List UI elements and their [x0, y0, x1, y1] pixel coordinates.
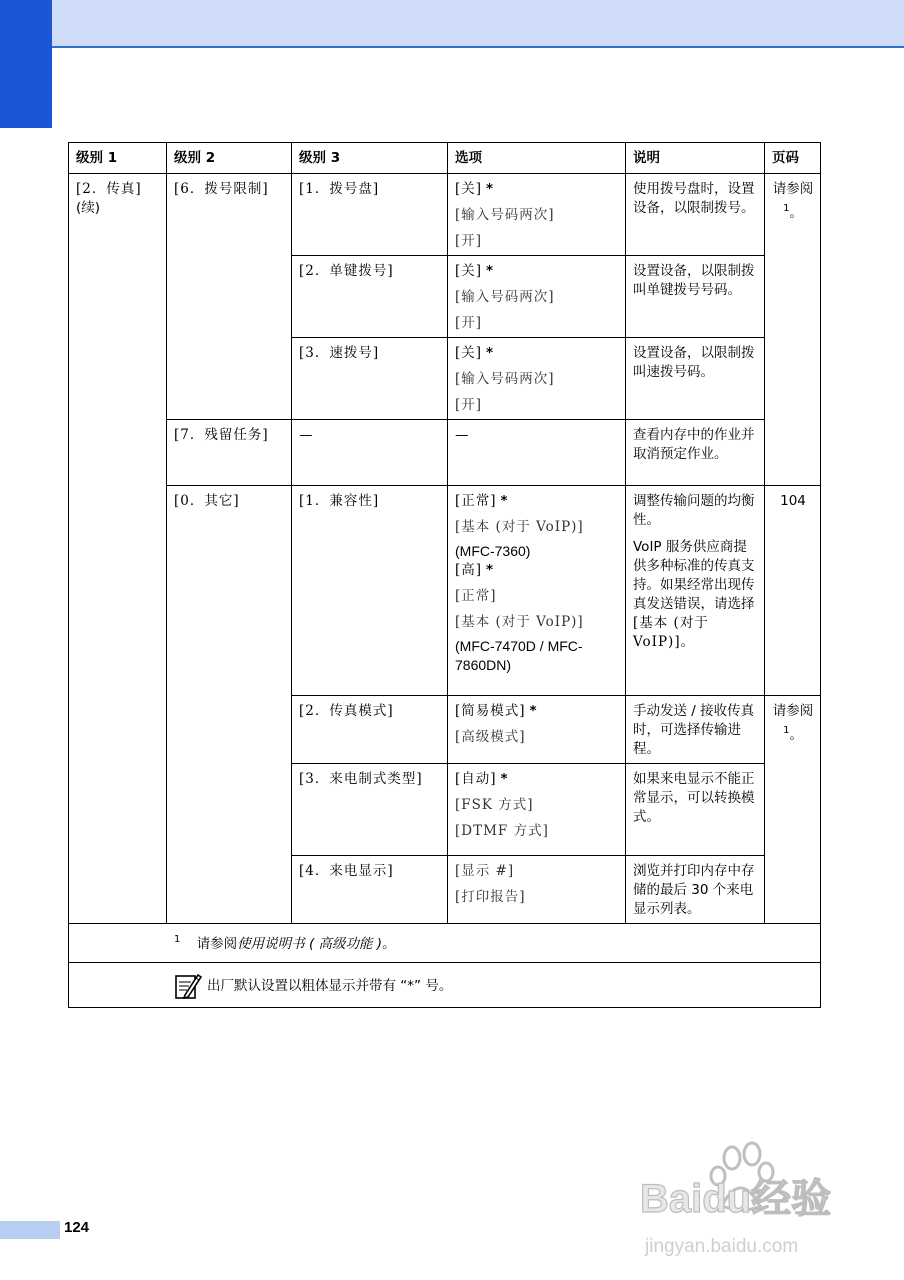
table-row — [69, 174, 821, 256]
option: [DTMF 方式] — [455, 823, 549, 839]
level1-continued: (续) — [76, 200, 101, 216]
option-default: [简易模式] * — [455, 703, 537, 719]
header-description: 说明 — [626, 143, 765, 174]
baidu-watermark — [640, 1140, 850, 1270]
option: [输入号码两次] — [455, 371, 555, 387]
footnote-book-title: 使用说明书 ( 高级功能 ) — [237, 936, 383, 952]
model-note: (MFC-7360) — [455, 543, 531, 559]
level3-none: — — [292, 420, 448, 486]
footnote-ref: 1 — [783, 725, 790, 736]
chapter-tab — [0, 0, 52, 128]
level3-onetouch — [292, 256, 448, 338]
option: [打印报告] — [455, 889, 526, 905]
description-cell: 如果来电显示不能正常显示，可以转换模式。 — [626, 764, 765, 856]
menu-table — [68, 142, 821, 1008]
level3-compat — [292, 486, 448, 696]
header-level3: 级别 3 — [292, 143, 448, 174]
options-cell — [448, 338, 626, 420]
description-cell: 浏览并打印内存中存储的最后 30 个来电显示列表。 — [626, 856, 765, 924]
options-cell — [448, 174, 626, 256]
level3-speeddial — [292, 338, 448, 420]
option: [输入号码两次] — [455, 289, 555, 305]
page-ref-text: 请参阅 — [772, 703, 814, 719]
level3-label: [4．来电显示] — [299, 863, 394, 879]
option-default: [关] * — [455, 181, 494, 197]
table-row — [69, 420, 821, 486]
description-text: 调整传输问题的均衡性。 — [633, 493, 755, 528]
table-header-row — [69, 143, 821, 174]
level3-label: [2．单键拨号] — [299, 263, 394, 279]
option: [开] — [455, 397, 483, 413]
table-row — [69, 486, 821, 696]
level2-misc — [167, 486, 292, 924]
level3-dialpad — [292, 174, 448, 256]
level2-dial-restriction — [167, 174, 292, 420]
option: [开] — [455, 233, 483, 249]
description-cell: 手动发送 / 接收传真时，可选择传输进程。 — [626, 696, 765, 764]
level3-caller-id-type — [292, 764, 448, 856]
description-cell: 设置设备，以限制拨叫速拨号码。 — [626, 338, 765, 420]
options-cell — [448, 764, 626, 856]
option: [基本 (对于 VoIP)] — [455, 519, 584, 535]
options-cell — [448, 696, 626, 764]
option: [输入号码两次] — [455, 207, 555, 223]
header-page: 页码 — [765, 143, 821, 174]
option-default: [关] * — [455, 345, 494, 361]
level2-remaining-jobs — [167, 420, 292, 486]
header-band — [0, 0, 904, 48]
level3-label: [1．兼容性] — [299, 493, 380, 509]
page-ref-cell: 请参阅$^1$。 — [765, 174, 821, 486]
note-text: 出厂默认设置以粗体显示并带有 “*” 号。 — [207, 977, 453, 994]
footnote: $^1$ 请参阅使用说明书 ( 高级功能 )。 — [69, 924, 821, 963]
description-cell: 使用拨号盘时，设置设备，以限制拨号。 — [626, 174, 765, 256]
page-ref-cell: 请参阅$^1$。 — [765, 696, 821, 924]
footnote-ref: 1 — [783, 203, 790, 214]
page-number-bar — [0, 1221, 60, 1239]
level3-caller-id — [292, 856, 448, 924]
options-cell — [448, 856, 626, 924]
note-cell — [69, 963, 821, 1008]
level3-fax-mode — [292, 696, 448, 764]
watermark-brand: Baidu经验 — [640, 1177, 832, 1221]
level3-label: [1．拨号盘] — [299, 181, 380, 197]
options-cell — [448, 256, 626, 338]
option-default: [关] * — [455, 263, 494, 279]
description-cell: 查看内存中的作业并取消预定作业。 — [626, 420, 765, 486]
option-default: [自动] * — [455, 771, 508, 787]
level2-label: [6．拨号限制] — [174, 181, 269, 197]
options-cell — [448, 486, 626, 696]
level1-cell — [69, 174, 167, 924]
level2-label: [0．其它] — [174, 493, 240, 509]
description-text: VoIP 服务供应商提供多种标准的传真支持。如果经常出现传真发送错误，请选择[基本 (对于 VoIP)]。 — [633, 539, 755, 650]
options-none: — — [448, 420, 626, 486]
level3-label: [3．速拨号] — [299, 345, 380, 361]
header-level1: 级别 1 — [69, 143, 167, 174]
description-cell — [626, 486, 765, 696]
description-cell: 设置设备，以限制拨叫单键拨号号码。 — [626, 256, 765, 338]
note-pencil-icon — [173, 971, 203, 1001]
level2-label: [7．残留任务] — [174, 427, 269, 443]
option: [基本 (对于 VoIP)] — [455, 614, 584, 630]
footnote-row — [69, 924, 821, 963]
level3-label: [2．传真模式] — [299, 703, 394, 719]
option-default: [正常] * — [455, 493, 508, 509]
model-note: (MFC-7470D / MFC-7860DN) — [455, 638, 583, 673]
option-default: [高] * — [455, 562, 494, 578]
header-options: 选项 — [448, 143, 626, 174]
page-number-cell: 104 — [765, 486, 821, 696]
footnote-number: 1 — [174, 934, 181, 945]
footnote-prefix: 请参阅 — [196, 936, 238, 952]
option: [显示 #] — [455, 863, 515, 879]
level3-label: [3．来电制式类型] — [299, 771, 423, 787]
option: [FSK 方式] — [455, 797, 534, 813]
page-number: 124 — [64, 1219, 90, 1236]
watermark-url: jingyan.baidu.com — [645, 1236, 799, 1257]
option: [正常] — [455, 588, 497, 604]
note-row — [69, 963, 821, 1008]
level1-fax: [2．传真] — [76, 181, 142, 197]
option: [开] — [455, 315, 483, 331]
page-ref-text: 请参阅 — [772, 181, 814, 197]
option: [高级模式] — [455, 729, 526, 745]
header-level2: 级别 2 — [167, 143, 292, 174]
